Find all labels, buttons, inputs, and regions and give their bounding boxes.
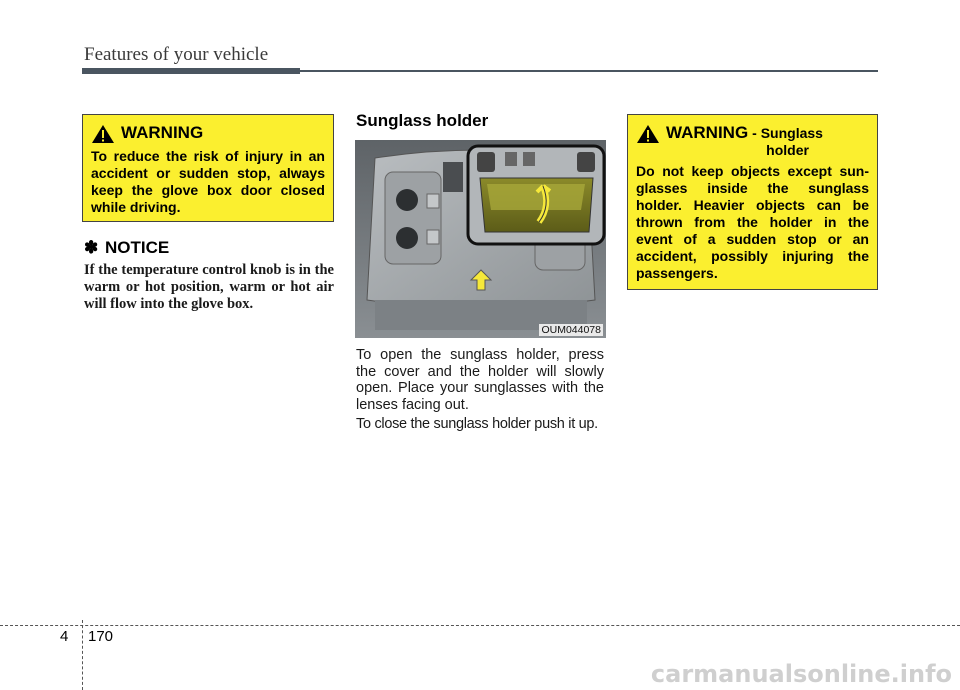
warning-subtitle bbox=[752, 123, 823, 159]
warning-box-sunglass bbox=[627, 114, 878, 290]
header-title: Features of your vehicle bbox=[84, 44, 269, 65]
warning-box-glove-box bbox=[82, 114, 334, 222]
section-heading: Sunglass holder bbox=[356, 111, 489, 130]
footer-divider bbox=[82, 620, 83, 690]
warning-triangle-icon bbox=[91, 124, 115, 144]
header-bar bbox=[82, 68, 300, 74]
sunglass-holder-photo bbox=[355, 140, 606, 338]
warning-title: WARNING bbox=[121, 123, 204, 142]
warning-subtitle-line2: holder bbox=[766, 142, 809, 158]
notice-heading bbox=[84, 238, 169, 258]
warning-body: To reduce the risk of injury in an accident or sudden stop, always keep the glove box door closed while driving. bbox=[91, 148, 325, 215]
paragraph-open: To open the sunglass holder, press the cover and the holder will slowly open. Place your sunglasses with the lenses facing out. bbox=[356, 347, 604, 413]
warning-header bbox=[636, 123, 869, 159]
footer-rule bbox=[0, 625, 960, 626]
chapter-number: 4 bbox=[60, 628, 69, 645]
header-rule bbox=[300, 70, 878, 72]
notice-body: If the temperature control knob is in the warm or hot position, warm or hot air will flow into the glove box. bbox=[84, 262, 334, 312]
warning-header bbox=[91, 123, 325, 144]
notice-star-icon: ✽ bbox=[84, 238, 99, 257]
paragraph-close: To close the sunglass holder push it up. bbox=[356, 416, 598, 432]
notice-title: NOTICE bbox=[104, 238, 170, 257]
warning-subtitle-line1: - Sunglass bbox=[752, 125, 823, 141]
warning-body: Do not keep objects except sun-glasses inside the sunglass holder. Heavier objects can be thrown from the holder in the event of a sudden stop or an accident, possibly injuring the passengers. bbox=[636, 163, 869, 281]
warning-title: WARNING bbox=[666, 123, 749, 142]
watermark: carmanualsonline.info bbox=[650, 660, 952, 688]
image-code: OUM044078 bbox=[541, 324, 601, 336]
overhead-console-illustration bbox=[355, 140, 606, 338]
page-number: 170 bbox=[88, 628, 114, 645]
warning-triangle-icon bbox=[636, 124, 660, 144]
